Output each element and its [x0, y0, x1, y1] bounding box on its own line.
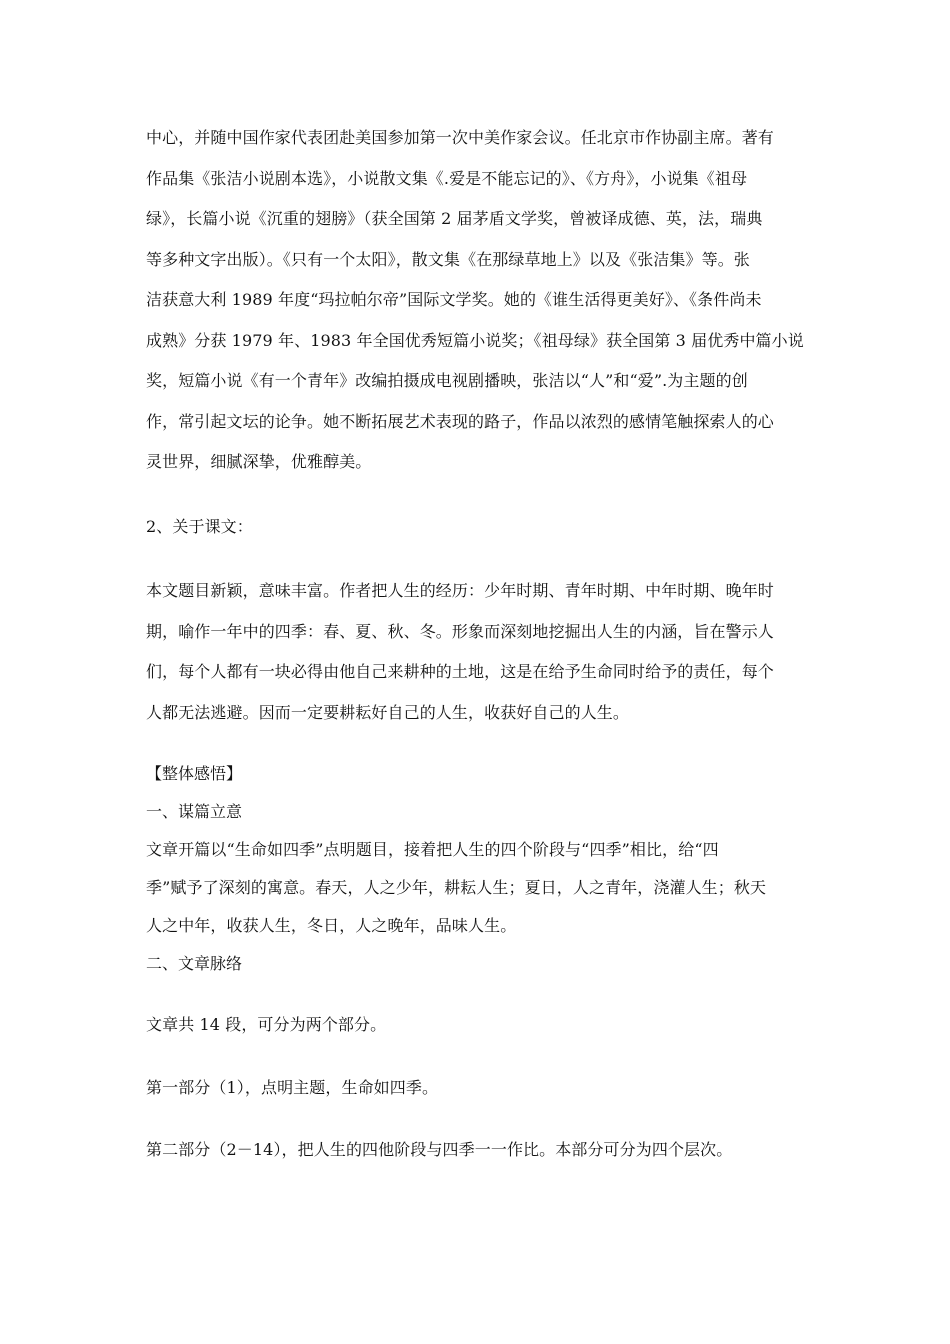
intent-heading: 一、谋篇立意 — [146, 802, 243, 821]
author-bio-line: 等多种文字出版）。《只有一个太阳》，散文集《在那绿草地上》以及《张洁集》等。张 — [146, 249, 750, 269]
about-text-line: 本文题目新颖，意味丰富。作者把人生的经历：少年时期、青年时期、中年时期、晚年时 — [146, 581, 774, 600]
author-bio-line: 奖，短篇小说《有一个青年》改编拍摄成电视剧播映，张洁以“人”和“爱”.为主题的创 — [146, 371, 748, 390]
paragraph-spacer — [146, 547, 808, 571]
intent-line: 文章开篇以“生命如四季”点明题目，接着把人生的四个阶段与“四季”相比，给“四 — [146, 840, 719, 859]
paragraph-spacer — [146, 733, 808, 755]
author-bio-line: 成熟》分获 1979 年、1983 年全国优秀短篇小说奖；《祖母绿》获全国第 3 届优秀中篇小说 — [146, 330, 804, 350]
paragraph-spacer — [146, 1046, 808, 1068]
document-body — [146, 118, 808, 1171]
author-bio-line: 绿》，长篇小说《沉重的翅膀》（获全国第 2 届茅盾文学奖，曾被译成德、英，法，瑞典 — [146, 209, 763, 228]
structure-heading: 二、文章脉络 — [146, 954, 243, 973]
intent-line: 人之中年，收获人生，冬日，人之晚年，品味人生。 — [146, 916, 517, 935]
author-bio-paragraph — [146, 118, 808, 483]
about-text-line: 期，喻作一年中的四季：春、夏、秋、冬。形象而深刻地挖掘出人生的内涵，旨在警示人 — [146, 621, 774, 641]
author-bio-line: 灵世界，细腻深挚，优雅醇美。 — [146, 452, 372, 471]
paragraph-spacer — [146, 983, 808, 1005]
author-bio-line: 作，常引起文坛的论争。她不断拓展艺术表现的路子，作品以浓烈的感情笔触探索人的心 — [146, 411, 774, 431]
about-text-line: 们，每个人都有一块必得由他自己来耕种的土地，这是在给予生命同时给予的责任，每个 — [146, 662, 774, 681]
intent-paragraph — [146, 831, 808, 945]
overall-heading: 【整体感悟】 — [146, 764, 243, 783]
section-heading-about-text — [146, 507, 808, 548]
author-bio-line: 作品集《张洁小说剧本选》，小说散文集《.爱是不能忘记的》、《方舟》，小说集《祖母 — [146, 168, 748, 188]
structure-summary: 文章共 14 段，可分为两个部分。 — [146, 1015, 387, 1034]
intent-line: 季”赋予了深刻的寓意。春天，人之少年，耕耘人生；夏日，人之青年，浇灌人生；秋天 — [146, 878, 767, 897]
section-heading-label: 2、关于课文： — [146, 516, 253, 536]
about-text-line: 人都无法逃避。因而一定要耕耘好自己的人生，收获好自己的人生。 — [146, 702, 630, 722]
part-one: 第一部分（1），点明主题，生命如四季。 — [146, 1077, 439, 1097]
part-two: 第二部分（2－14），把人生的四他阶段与四季一一作比。本部分可分为四个层次。 — [146, 1140, 733, 1159]
author-bio-line: 中心，并随中国作家代表团赴美国参加第一次中美作家会议。任北京市作协副主席。著有 — [146, 128, 774, 147]
paragraph-spacer — [146, 483, 808, 507]
paragraph-spacer — [146, 1108, 808, 1130]
author-bio-line: 洁获意大利 1989 年度“玛拉帕尔帝”国际文学奖。她的《谁生活得更美好》、《条件尚未 — [146, 290, 762, 309]
about-text-paragraph — [146, 571, 808, 733]
